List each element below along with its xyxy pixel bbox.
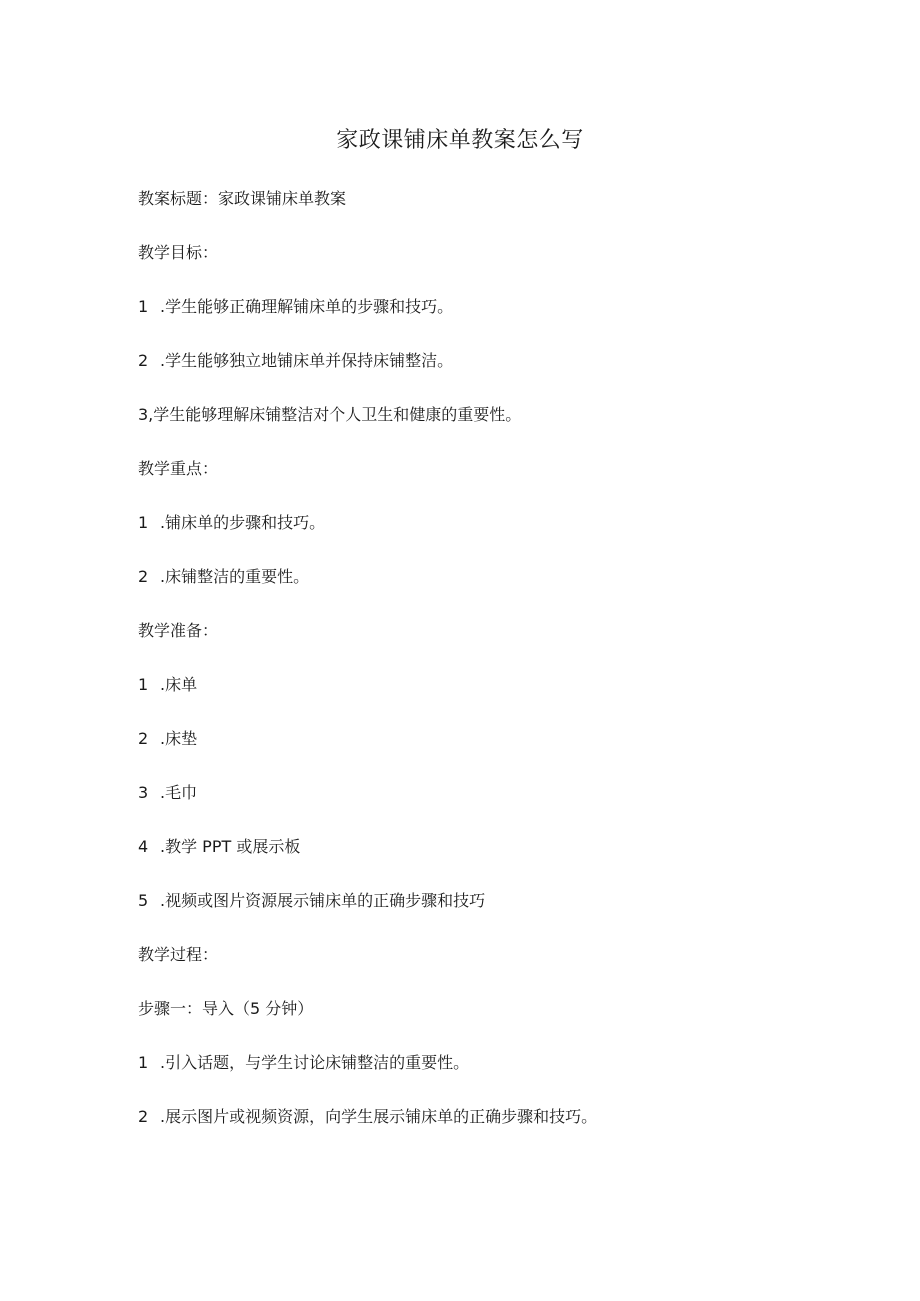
list-number: 1 [138, 513, 149, 532]
lesson-title-line: 教案标题：家政课铺床单教案 [138, 189, 347, 208]
key-point-item-2 [138, 566, 309, 588]
list-number: 1 [138, 297, 149, 316]
list-text: .床单 [160, 675, 198, 694]
list-text: .毛巾 [160, 783, 198, 802]
list-text: .床垫 [160, 729, 198, 748]
objective-item-3: 3,学生能够理解床铺整洁对个人卫生和健康的重要性。 [138, 405, 522, 424]
list-number: 4 [138, 837, 149, 856]
list-number: 2 [138, 1107, 149, 1126]
preparation-item-5 [138, 890, 485, 912]
preparation-item-2 [138, 728, 197, 750]
list-number: 1 [138, 675, 149, 694]
list-text: .铺床单的步骤和技巧。 [160, 513, 326, 532]
list-text: .床铺整洁的重要性。 [160, 567, 310, 586]
key-points-heading: 教学重点： [138, 459, 219, 478]
process-heading: 教学过程： [138, 945, 219, 964]
list-number: 2 [138, 729, 149, 748]
preparation-heading: 教学准备： [138, 621, 219, 640]
key-point-item-1 [138, 512, 325, 534]
list-number: 2 [138, 567, 149, 586]
list-text: .教学 PPT 或展示板 [160, 837, 301, 856]
objectives-heading: 教学目标： [138, 243, 219, 262]
objective-item-1 [138, 296, 453, 318]
process-item-2 [138, 1106, 597, 1128]
list-text: .学生能够正确理解铺床单的步骤和技巧。 [160, 297, 454, 316]
list-text: .学生能够独立地铺床单并保持床铺整洁。 [160, 351, 454, 370]
preparation-item-4 [138, 836, 300, 858]
objective-item-2 [138, 350, 453, 372]
list-number: 2 [138, 351, 149, 370]
list-number: 1 [138, 1053, 149, 1072]
list-text: .视频或图片资源展示铺床单的正确步骤和技巧 [160, 891, 486, 910]
list-text: .展示图片或视频资源，向学生展示铺床单的正确步骤和技巧。 [160, 1107, 598, 1126]
list-number: 5 [138, 891, 149, 910]
list-number: 3 [138, 783, 149, 802]
list-text: .引入话题，与学生讨论床铺整洁的重要性。 [160, 1053, 470, 1072]
preparation-item-1 [138, 674, 197, 696]
preparation-item-3 [138, 782, 197, 804]
process-item-1 [138, 1052, 469, 1074]
step1-heading: 步骤一：导入（5 分钟） [138, 999, 314, 1018]
document-title: 家政课铺床单教案怎么写 [336, 128, 584, 153]
